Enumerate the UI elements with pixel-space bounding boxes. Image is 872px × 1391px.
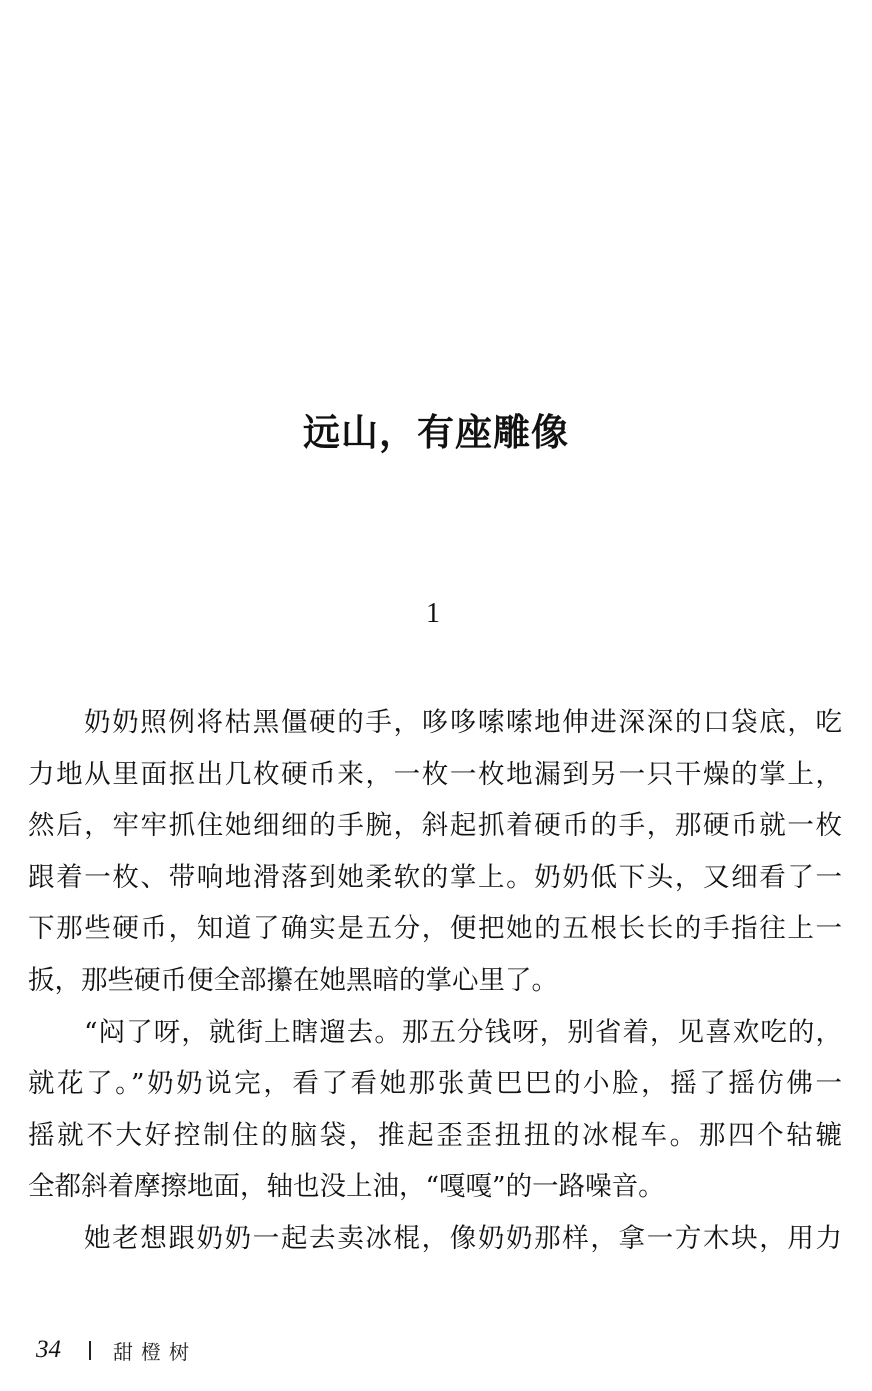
body-text [28, 697, 842, 1265]
text-line: 跟着一枚、带响地滑落到她柔软的掌上。奶奶低下头，又细看了一 [28, 861, 842, 893]
text-line: 全都斜着摩擦地面，轴也没上油，“嘎嘎”的一路噪音。 [28, 1171, 665, 1203]
text-line: 扳，那些硬币便全部攥在她黑暗的掌心里了。 [28, 964, 558, 996]
page-footer [36, 1332, 197, 1368]
page-number: 34 [36, 1336, 61, 1363]
text-line: 她老想跟奶奶一起去卖冰棍，像奶奶那样，拿一方木块，用力 [84, 1222, 842, 1254]
text-line: 力地从里面抠出几枚硬币来，一枚一枚地漏到另一只干燥的掌上， [28, 758, 842, 790]
text-line: “闷了呀，就街上瞎遛去。那五分钱呀，别省着，见喜欢吃的， [84, 1016, 842, 1048]
section-number: 1 [426, 598, 440, 629]
paragraph-1 [28, 697, 842, 1007]
text-line: 下那些硬币，知道了确实是五分，便把她的五根长长的手指往上一 [28, 913, 842, 945]
paragraph-2 [28, 1007, 842, 1213]
text-line: 然后，牢牢抓住她细细的手腕，斜起抓着硬币的手，那硬币就一枚 [28, 810, 842, 842]
text-line: 就花了。”奶奶说完，看了看她那张黄巴巴的小脸，摇了摇仿佛一 [28, 1068, 842, 1100]
footer-divider [89, 1341, 91, 1360]
text-line: 奶奶照例将枯黑僵硬的手，哆哆嗦嗦地伸进深深的口袋底，吃 [84, 707, 842, 738]
text-line: 摇就不大好控制住的脑袋，推起歪歪扭扭的冰棍车。那四个轱辘 [28, 1119, 842, 1151]
paragraph-3 [28, 1213, 842, 1265]
chapter-title: 远山，有座雕像 [303, 410, 569, 454]
book-title: 甜橙树 [113, 1339, 197, 1364]
